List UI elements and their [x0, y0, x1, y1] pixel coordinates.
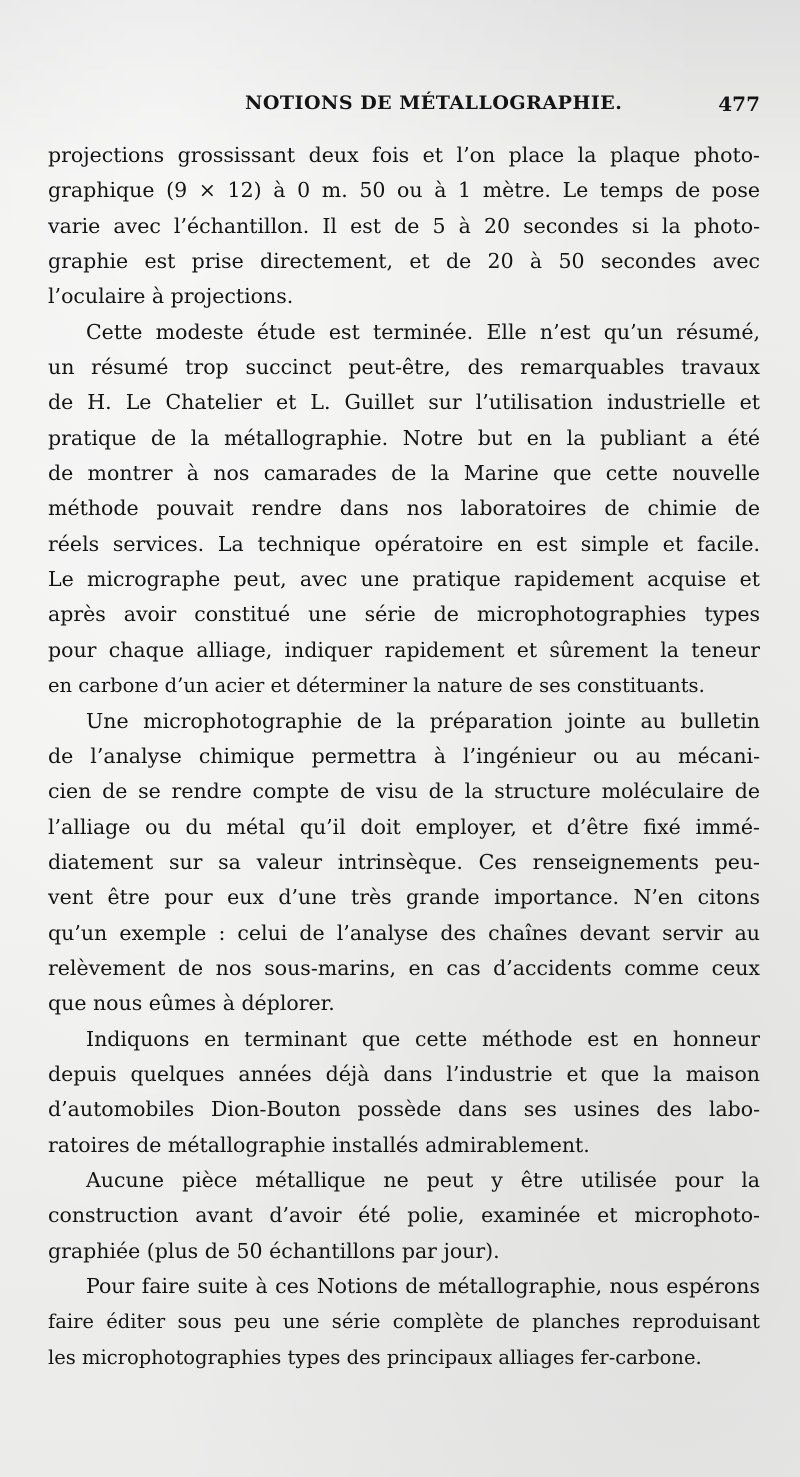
text-line: méthode pouvait rendre dans nos laboratoires de chimie de — [48, 496, 760, 521]
page-number: 477 — [718, 92, 760, 116]
text-line: graphique (9 × 12) à 0 m. 50 ou à 1 mètre. Le temps de pose — [48, 178, 760, 203]
text-line: après avoir constitué une série de microphotographies types — [48, 602, 760, 627]
text-line: ratoires de métallographie installés admirablement. — [48, 1132, 590, 1157]
text-line: réels services. La technique opératoire en est simple et facile. — [48, 531, 760, 556]
text-line: de H. Le Chatelier et L. Guillet sur l’utilisation industrielle et — [48, 390, 760, 415]
paragraph-start-line: Une microphotographie de la préparation jointe au bulletin — [86, 708, 760, 733]
text-line: de montrer à nos camarades de la Marine que cette nouvelle — [48, 461, 760, 486]
text-line: relèvement de nos sous-marins, en cas d’accidents comme ceux — [48, 955, 760, 980]
text-line: en carbone d’un acier et déterminer la nature de ses constituants. — [48, 674, 705, 698]
text-line: un résumé trop succinct peut-être, des remarquables travaux — [48, 355, 760, 380]
text-line: d’automobiles Dion-Bouton possède dans ses usines des labo- — [48, 1097, 760, 1122]
text-line: de l’analyse chimique permettra à l’ingénieur ou au mécani- — [48, 743, 760, 768]
text-line: les microphotographies types des principaux alliages fer-carbone. — [48, 1345, 702, 1369]
text-line: pratique de la métallographie. Notre but en la publiant a été — [48, 425, 760, 450]
text-line: l’oculaire à projections. — [48, 284, 294, 309]
text-line: graphie est prise directement, et de 20 à 50 secondes avec — [48, 249, 760, 274]
text-line: depuis quelques années déjà dans l’industrie et que la maison — [48, 1061, 760, 1086]
text-line: construction avant d’avoir été polie, examinée et microphoto- — [48, 1203, 760, 1228]
text-line: Le micrographe peut, avec une pratique rapidement acquise et — [48, 567, 760, 592]
text-line: pour chaque alliage, indiquer rapidement et sûrement la teneur — [48, 637, 760, 662]
running-title: NOTIONS DE MÉTALLOGRAPHIE. — [245, 92, 623, 114]
text-line: vent être pour eux d’une très grande importance. N’en citons — [48, 885, 760, 910]
text-line: que nous eûmes à déplorer. — [48, 991, 335, 1016]
running-head — [0, 92, 800, 124]
text-line: graphiée (plus de 50 échantillons par jour). — [48, 1238, 500, 1263]
paragraph-start-line: Aucune pièce métallique ne peut y être utilisée pour la — [86, 1167, 760, 1192]
paragraph-start-line: Indiquons en terminant que cette méthode est en honneur — [86, 1026, 760, 1051]
paragraph-start-line: Cette modeste étude est terminée. Elle n’est qu’un résumé, — [86, 319, 760, 344]
text-line: faire éditer sous peu une série complète de planches reproduisant — [48, 1310, 760, 1334]
text-line: varie avec l’échantillon. Il est de 5 à 20 secondes si la photo- — [48, 213, 760, 238]
text-line: l’alliage ou du métal qu’il doit employer, et d’être fixé immé- — [48, 814, 760, 839]
text-line: qu’un exemple : celui de l’analyse des chaînes devant servir au — [48, 920, 760, 945]
text-line: cien de se rendre compte de visu de la structure moléculaire de — [48, 779, 760, 804]
paragraph-start-line: Pour faire suite à ces Notions de métallographie, nous espérons — [86, 1274, 760, 1298]
text-line: projections grossissant deux fois et l’on place la plaque photo- — [48, 143, 760, 167]
text-line: diatement sur sa valeur intrinsèque. Ces renseignements peu- — [48, 849, 760, 874]
body-text — [48, 138, 760, 1375]
